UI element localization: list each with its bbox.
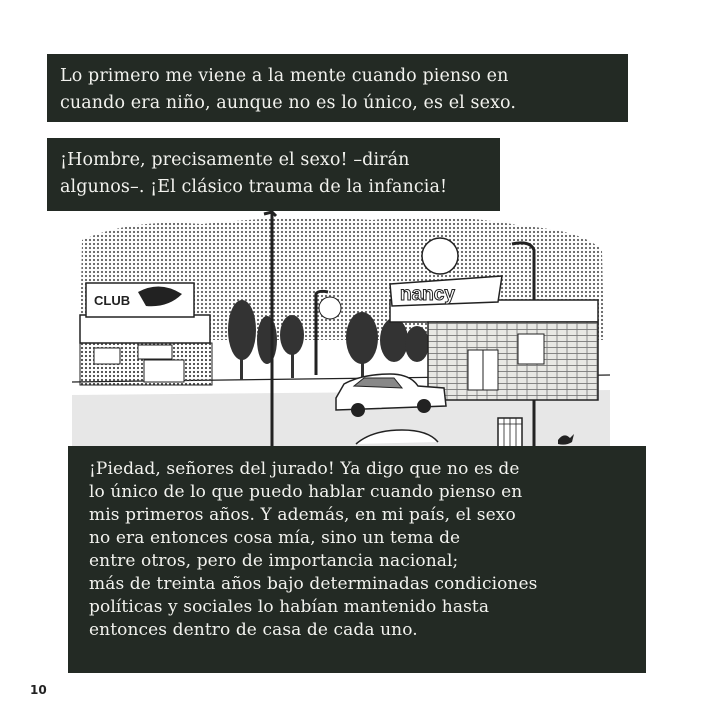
club-building	[80, 283, 212, 385]
caption-bottom	[68, 446, 646, 673]
caption-line: no era entonces cosa mía, sino un tema de	[89, 528, 461, 548]
caption-line: algunos–. ¡El clásico trauma de la infancia!	[60, 177, 448, 197]
page-number: 10	[30, 683, 47, 697]
caption-line: entre otros, pero de importancia nacional;	[89, 551, 459, 571]
caption-second	[47, 138, 500, 211]
caption-line: políticas y sociales lo habían mantenido hasta	[89, 597, 490, 617]
caption-line: ¡Hombre, precisamente el sexo! –dirán	[60, 150, 410, 170]
comic-illustration-street-scene	[72, 210, 610, 450]
caption-line: Lo primero me viene a la mente cuando pienso en	[60, 66, 509, 86]
caption-line: ¡Piedad, señores del jurado! Ya digo que no es de	[89, 459, 520, 479]
caption-line: mis primeros años. Y además, en mi país, el sexo	[89, 505, 516, 525]
club-sign-text: CLUB	[94, 293, 131, 308]
caption-line: cuando era niño, aunque no es lo único, es el sexo.	[60, 93, 517, 113]
caption-line: más de treinta años bajo determinadas condiciones	[89, 574, 538, 594]
caption-top	[47, 54, 628, 122]
caption-line: entonces dentro de casa de cada uno.	[89, 620, 418, 640]
caption-line: lo único de lo que puedo hablar cuando pienso en	[89, 482, 523, 502]
nancy-sign-text: nancy	[400, 284, 455, 305]
